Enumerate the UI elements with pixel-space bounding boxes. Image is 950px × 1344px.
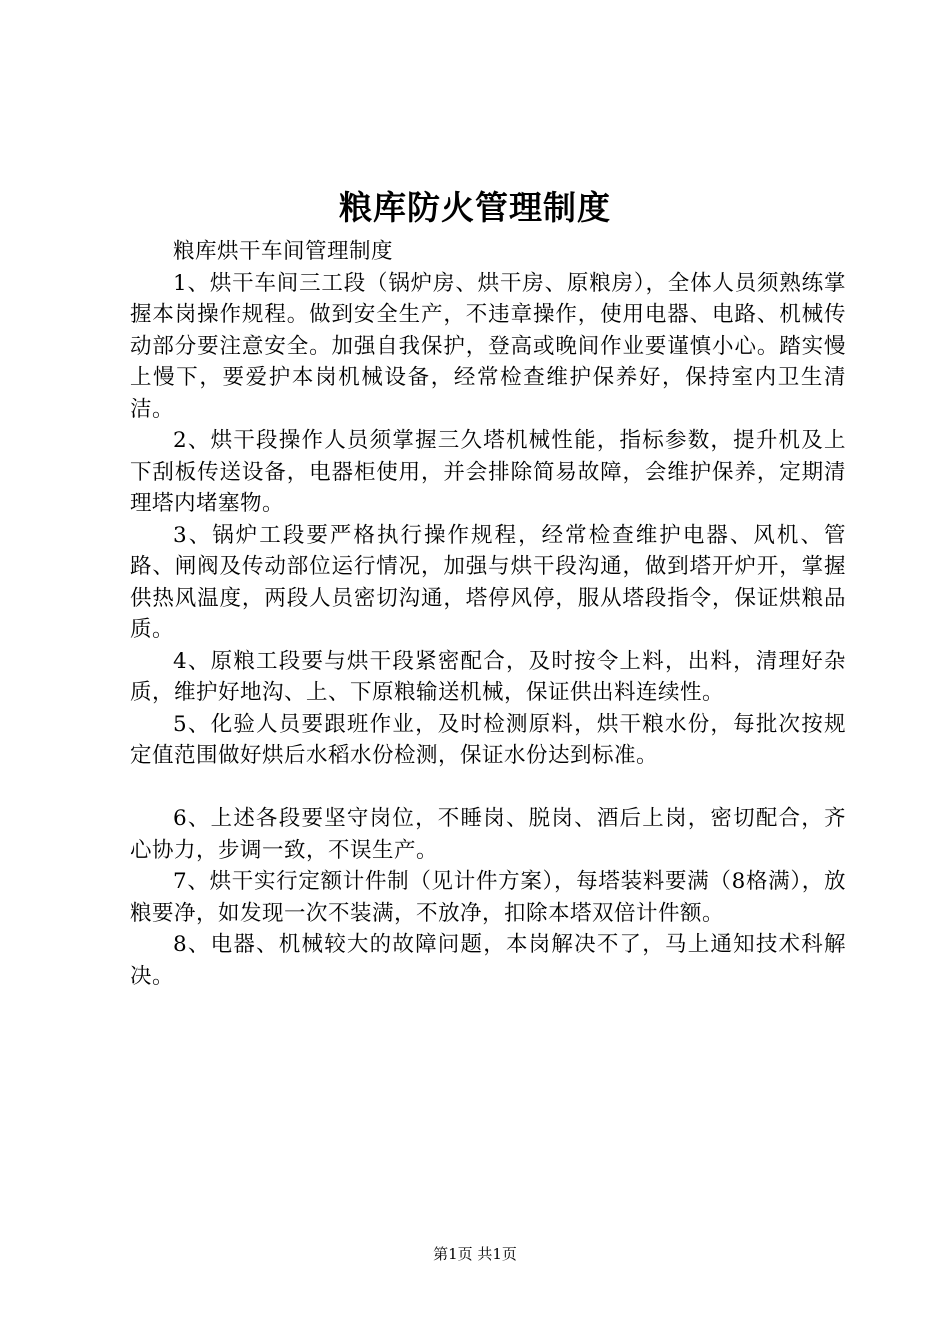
paragraph-6: 6、上述各段要坚守岗位，不睡岗、脱岗、酒后上岗，密切配合，齐心协力，步调一致，不误生产。	[130, 806, 846, 863]
paragraph-5: 5、化验人员要跟班作业，及时检测原料，烘干粮水份，每批次按规定值范围做好烘后水稻水份检测，保证水份达到标准。	[130, 711, 846, 768]
paragraph-1: 1、烘干车间三工段（锅炉房、烘干房、原粮房），全体人员须熟练掌握本岗操作规程。做到安全生产，不违章操作，使用电器、电路、机械传动部分要注意安全。加强自我保护，登高或晚间作业要谨慎小心。踏实慢上慢下，要爱护本岗机械设备，经常检查维护保养好，保持室内卫生清洁。	[130, 270, 846, 422]
paragraph-7: 7、烘干实行定额计件制（见计件方案），每塔装料要满（8格满），放粮要净，如发现一次不装满，不放净，扣除本塔双倍计件额。	[130, 869, 846, 926]
paragraph-2: 2、烘干段操作人员须掌握三久塔机械性能，指标参数，提升机及上下刮板传送设备，电器柜使用，并会排除简易故障，会维护保养，定期清理塔内堵塞物。	[130, 428, 846, 516]
paragraph-3: 3、锅炉工段要严格执行操作规程，经常检查维护电器、风机、管路、闸阀及传动部位运行情况，加强与烘干段沟通，做到塔开炉开，掌握供热风温度，两段人员密切沟通，塔停风停，服从塔段指令，保证烘粮品质。	[130, 522, 846, 642]
document-subtitle: 粮库烘干车间管理制度	[173, 239, 394, 264]
page-footer: 第1页 共1页	[433, 1245, 517, 1263]
paragraph-8: 8、电器、机械较大的故障问题，本岗解决不了，马上通知技术科解决。	[130, 932, 846, 989]
document-body	[130, 236, 846, 992]
paragraph-4: 4、原粮工段要与烘干段紧密配合，及时按令上料，出料，清理好杂质，维护好地沟、上、下原粮输送机械，保证供出料连续性。	[130, 648, 846, 705]
page-title: 粮库防火管理制度	[339, 188, 611, 227]
